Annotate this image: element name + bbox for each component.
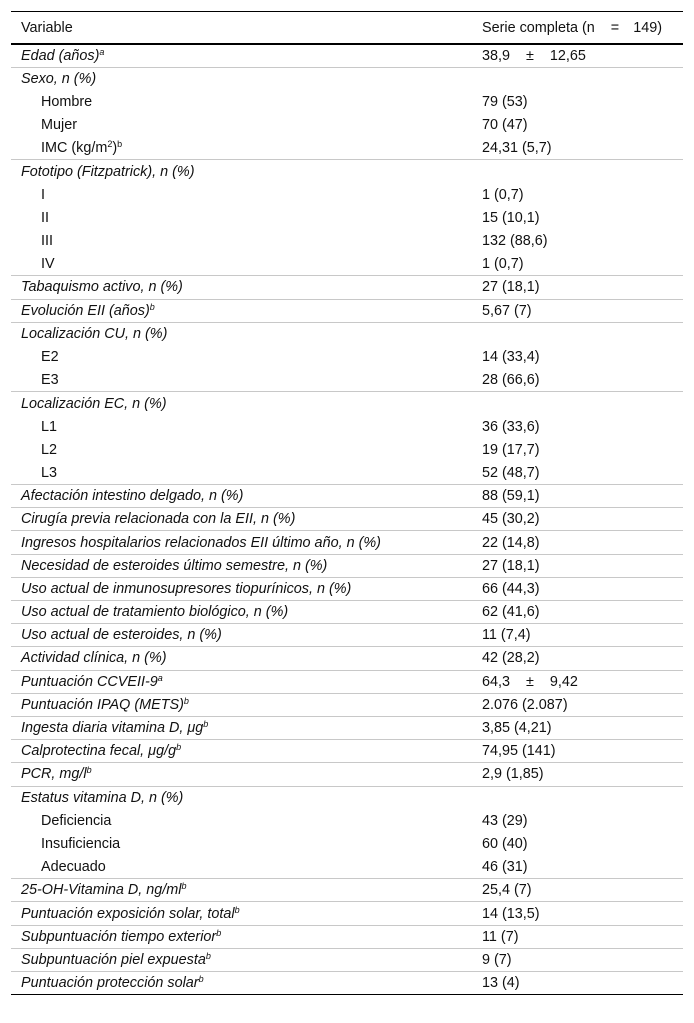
row-label-cell [11,392,480,415]
row-footnote-marker: b [183,695,189,706]
row-value: 66 (44,3) [482,580,540,597]
row-label: Puntuación exposición solar, total [21,905,235,922]
table-row [11,693,683,716]
row-value: 46 (31) [482,858,528,875]
row-label-cell [11,763,480,786]
row-label-cell [11,345,480,368]
row-label: Evolución EII (años) [21,302,150,319]
row-label-cell [11,972,480,995]
row-value: 70 (47) [482,117,528,134]
table-row [11,948,683,971]
row-label-cell [11,230,480,253]
row-footnote-marker: a [99,46,105,57]
row-value: 5,67 (7) [482,302,532,319]
row-label: E3 [41,371,59,388]
table-row [11,253,683,276]
row-value: 13 (4) [482,975,520,992]
row-label: Sexo, n (%) [21,71,97,88]
row-value: 64,3 ± 9,42 [482,673,578,690]
table-row [11,925,683,948]
row-label: Hombre [41,93,93,110]
row-value: 14 (13,5) [482,905,540,922]
row-value: 15 (10,1) [482,209,540,226]
row-value: 42 (28,2) [482,650,540,667]
row-label: Subpuntuación tiempo exterior [21,928,217,945]
row-value: 25,4 (7) [482,882,532,899]
table-row [11,369,683,392]
row-label-cell [11,276,480,299]
row-label: Actividad clínica, n (%) [21,650,167,667]
table-row [11,554,683,577]
row-label: Puntuación protección solar [21,975,199,992]
row-label: Localización EC, n (%) [21,395,167,412]
row-value: 3,85 (4,21) [482,720,552,737]
row-label-cell [11,856,480,879]
row-label-cell [11,137,480,160]
row-label-cell [11,948,480,971]
row-label: III [41,233,53,250]
row-value: 11 (7) [482,928,519,945]
table-row [11,90,683,113]
row-label-cell [11,461,480,484]
table-row [11,832,683,855]
table-row [11,647,683,670]
row-footnote-marker: b [234,904,240,915]
table-row [11,392,683,415]
table-row [11,415,683,438]
table-body [11,44,683,995]
header-serie-completa [480,12,683,45]
row-label: Adecuado [41,858,106,875]
row-label: E2 [41,349,59,366]
table-row [11,345,683,368]
row-value: 9 (7) [482,951,512,968]
row-label: Ingresos hospitalarios relacionados EII último año, n (%) [21,534,381,551]
table-row [11,230,683,253]
row-label: L1 [41,418,58,435]
table-row [11,809,683,832]
table-row [11,160,683,183]
row-footnote-marker: b [203,719,209,730]
row-label: Calprotectina fecal, μg/g [21,743,177,760]
row-label: Necesidad de esteroides último semestre, n (%) [21,557,328,574]
row-value: 24,31 (5,7) [482,140,552,157]
row-label-cell [11,693,480,716]
row-label: I [41,186,45,203]
row-footnote-marker: a [157,672,163,683]
row-value: 14 (33,4) [482,349,540,366]
row-value: 74,95 (141) [482,743,556,760]
row-label-cell [11,902,480,925]
row-value: 62 (41,6) [482,604,540,621]
row-label-cell [11,786,480,809]
table-row [11,670,683,693]
table-row [11,577,683,600]
row-label: Subpuntuación piel expuesta [21,951,206,968]
row-footnote-marker: b [205,950,211,961]
row-label-cell [11,647,480,670]
row-label-cell [11,299,480,322]
row-value: 60 (40) [482,835,528,852]
row-value: 52 (48,7) [482,464,540,481]
row-value [480,322,683,345]
row-label: IMC (kg/m [41,140,108,157]
table-row [11,531,683,554]
row-label-cell [11,716,480,739]
row-label: 25-OH-Vitamina D, ng/ml [21,882,182,899]
row-label: Insuficiencia [41,835,121,852]
row-label: Deficiencia [41,812,112,829]
row-label: Cirugía previa relacionada con la EII, n (%) [21,511,296,528]
row-value: 2.076 (2.087) [482,696,568,713]
row-label-exponent: 2 [107,139,113,150]
row-label-cell [11,879,480,902]
row-value: 2,9 (1,85) [482,766,544,783]
table-row [11,206,683,229]
row-label-cell [11,554,480,577]
row-label-cell [11,438,480,461]
row-label: Localización CU, n (%) [21,326,168,343]
table-row [11,856,683,879]
row-label: Edad (años) [21,47,100,64]
table-row [11,716,683,739]
row-footnote-marker: b [176,742,182,753]
row-label-cell [11,577,480,600]
row-label: Uso actual de tratamiento biológico, n (%) [21,604,289,621]
row-label: Estatus vitamina D, n (%) [21,789,184,806]
table-row [11,763,683,786]
table-row [11,183,683,206]
row-label: Puntuación CCVEII-9 [21,673,158,690]
row-label: Uso actual de inmunosupresores tiopurínicos, n (%) [21,580,352,597]
row-label-cell [11,369,480,392]
row-value: 27 (18,1) [482,279,540,296]
row-value [480,786,683,809]
row-label: Ingesta diaria vitamina D, μg [21,720,204,737]
row-label-cell [11,415,480,438]
row-label-cell [11,114,480,137]
row-value: 43 (29) [482,812,528,829]
row-footnote-marker: b [198,974,204,985]
header-variable: Variable [21,19,73,36]
table-row [11,67,683,90]
header-serie-prefix: Serie completa (n [482,19,595,36]
row-label: Mujer [41,117,77,134]
row-label: Tabaquismo activo, n (%) [21,279,183,296]
row-value: 132 (88,6) [482,233,548,250]
header-serie-value: 149) [633,19,662,36]
row-footnote-marker: b [216,927,222,938]
table-row [11,972,683,995]
row-label-cell [11,925,480,948]
row-label-cell [11,67,480,90]
row-label-cell [11,809,480,832]
row-label: II [41,209,49,226]
row-label-cell [11,508,480,531]
row-label: L3 [41,464,58,481]
row-label-cell [11,832,480,855]
row-footnote-marker: b [149,301,155,312]
row-value [480,160,683,183]
table-row [11,624,683,647]
row-label: Uso actual de esteroides, n (%) [21,627,222,644]
row-value: 11 (7,4) [482,627,531,644]
row-value: 27 (18,1) [482,557,540,574]
table-row [11,740,683,763]
row-label-cell [11,44,480,67]
table-row [11,601,683,624]
data-table [11,11,683,995]
row-label: IV [41,256,55,273]
table-row [11,902,683,925]
table-row [11,438,683,461]
row-label-cell [11,670,480,693]
row-footnote-marker: b [117,139,123,150]
table-row [11,879,683,902]
row-label-cell [11,160,480,183]
row-value: 38,9 ± 12,65 [482,47,586,64]
row-label: Fototipo (Fitzpatrick), n (%) [21,163,195,180]
row-label-tail: ) [112,140,118,157]
row-value [480,392,683,415]
row-label-cell [11,183,480,206]
row-value [480,67,683,90]
table-row [11,114,683,137]
table-row [11,276,683,299]
row-label-cell [11,624,480,647]
row-value: 1 (0,7) [482,256,524,273]
table-row [11,322,683,345]
row-footnote-marker: b [181,881,187,892]
row-label-cell [11,206,480,229]
table-header-row [11,12,683,45]
row-label: L2 [41,441,58,458]
row-label-cell [11,740,480,763]
table-row [11,461,683,484]
table-row [11,137,683,160]
row-label: PCR, mg/l [21,766,87,783]
row-label-cell [11,601,480,624]
table-row [11,485,683,508]
header-serie-eq: = [610,19,620,36]
row-label-cell [11,531,480,554]
row-value: 19 (17,7) [482,441,540,458]
row-value: 1 (0,7) [482,186,524,203]
table-row [11,786,683,809]
row-value: 45 (30,2) [482,511,540,528]
row-label-cell [11,322,480,345]
row-label: Afectación intestino delgado, n (%) [21,488,244,505]
table-container [11,11,683,995]
row-label: Puntuación IPAQ (METS) [21,696,184,713]
row-label-cell [11,253,480,276]
table-row [11,44,683,67]
row-label-cell [11,485,480,508]
table-row [11,508,683,531]
row-label-cell [11,90,480,113]
row-footnote-marker: b [86,765,92,776]
row-value: 79 (53) [482,93,528,110]
row-value: 22 (14,8) [482,534,540,551]
row-value: 36 (33,6) [482,418,540,435]
row-value: 28 (66,6) [482,371,540,388]
row-value: 88 (59,1) [482,488,540,505]
table-row [11,299,683,322]
